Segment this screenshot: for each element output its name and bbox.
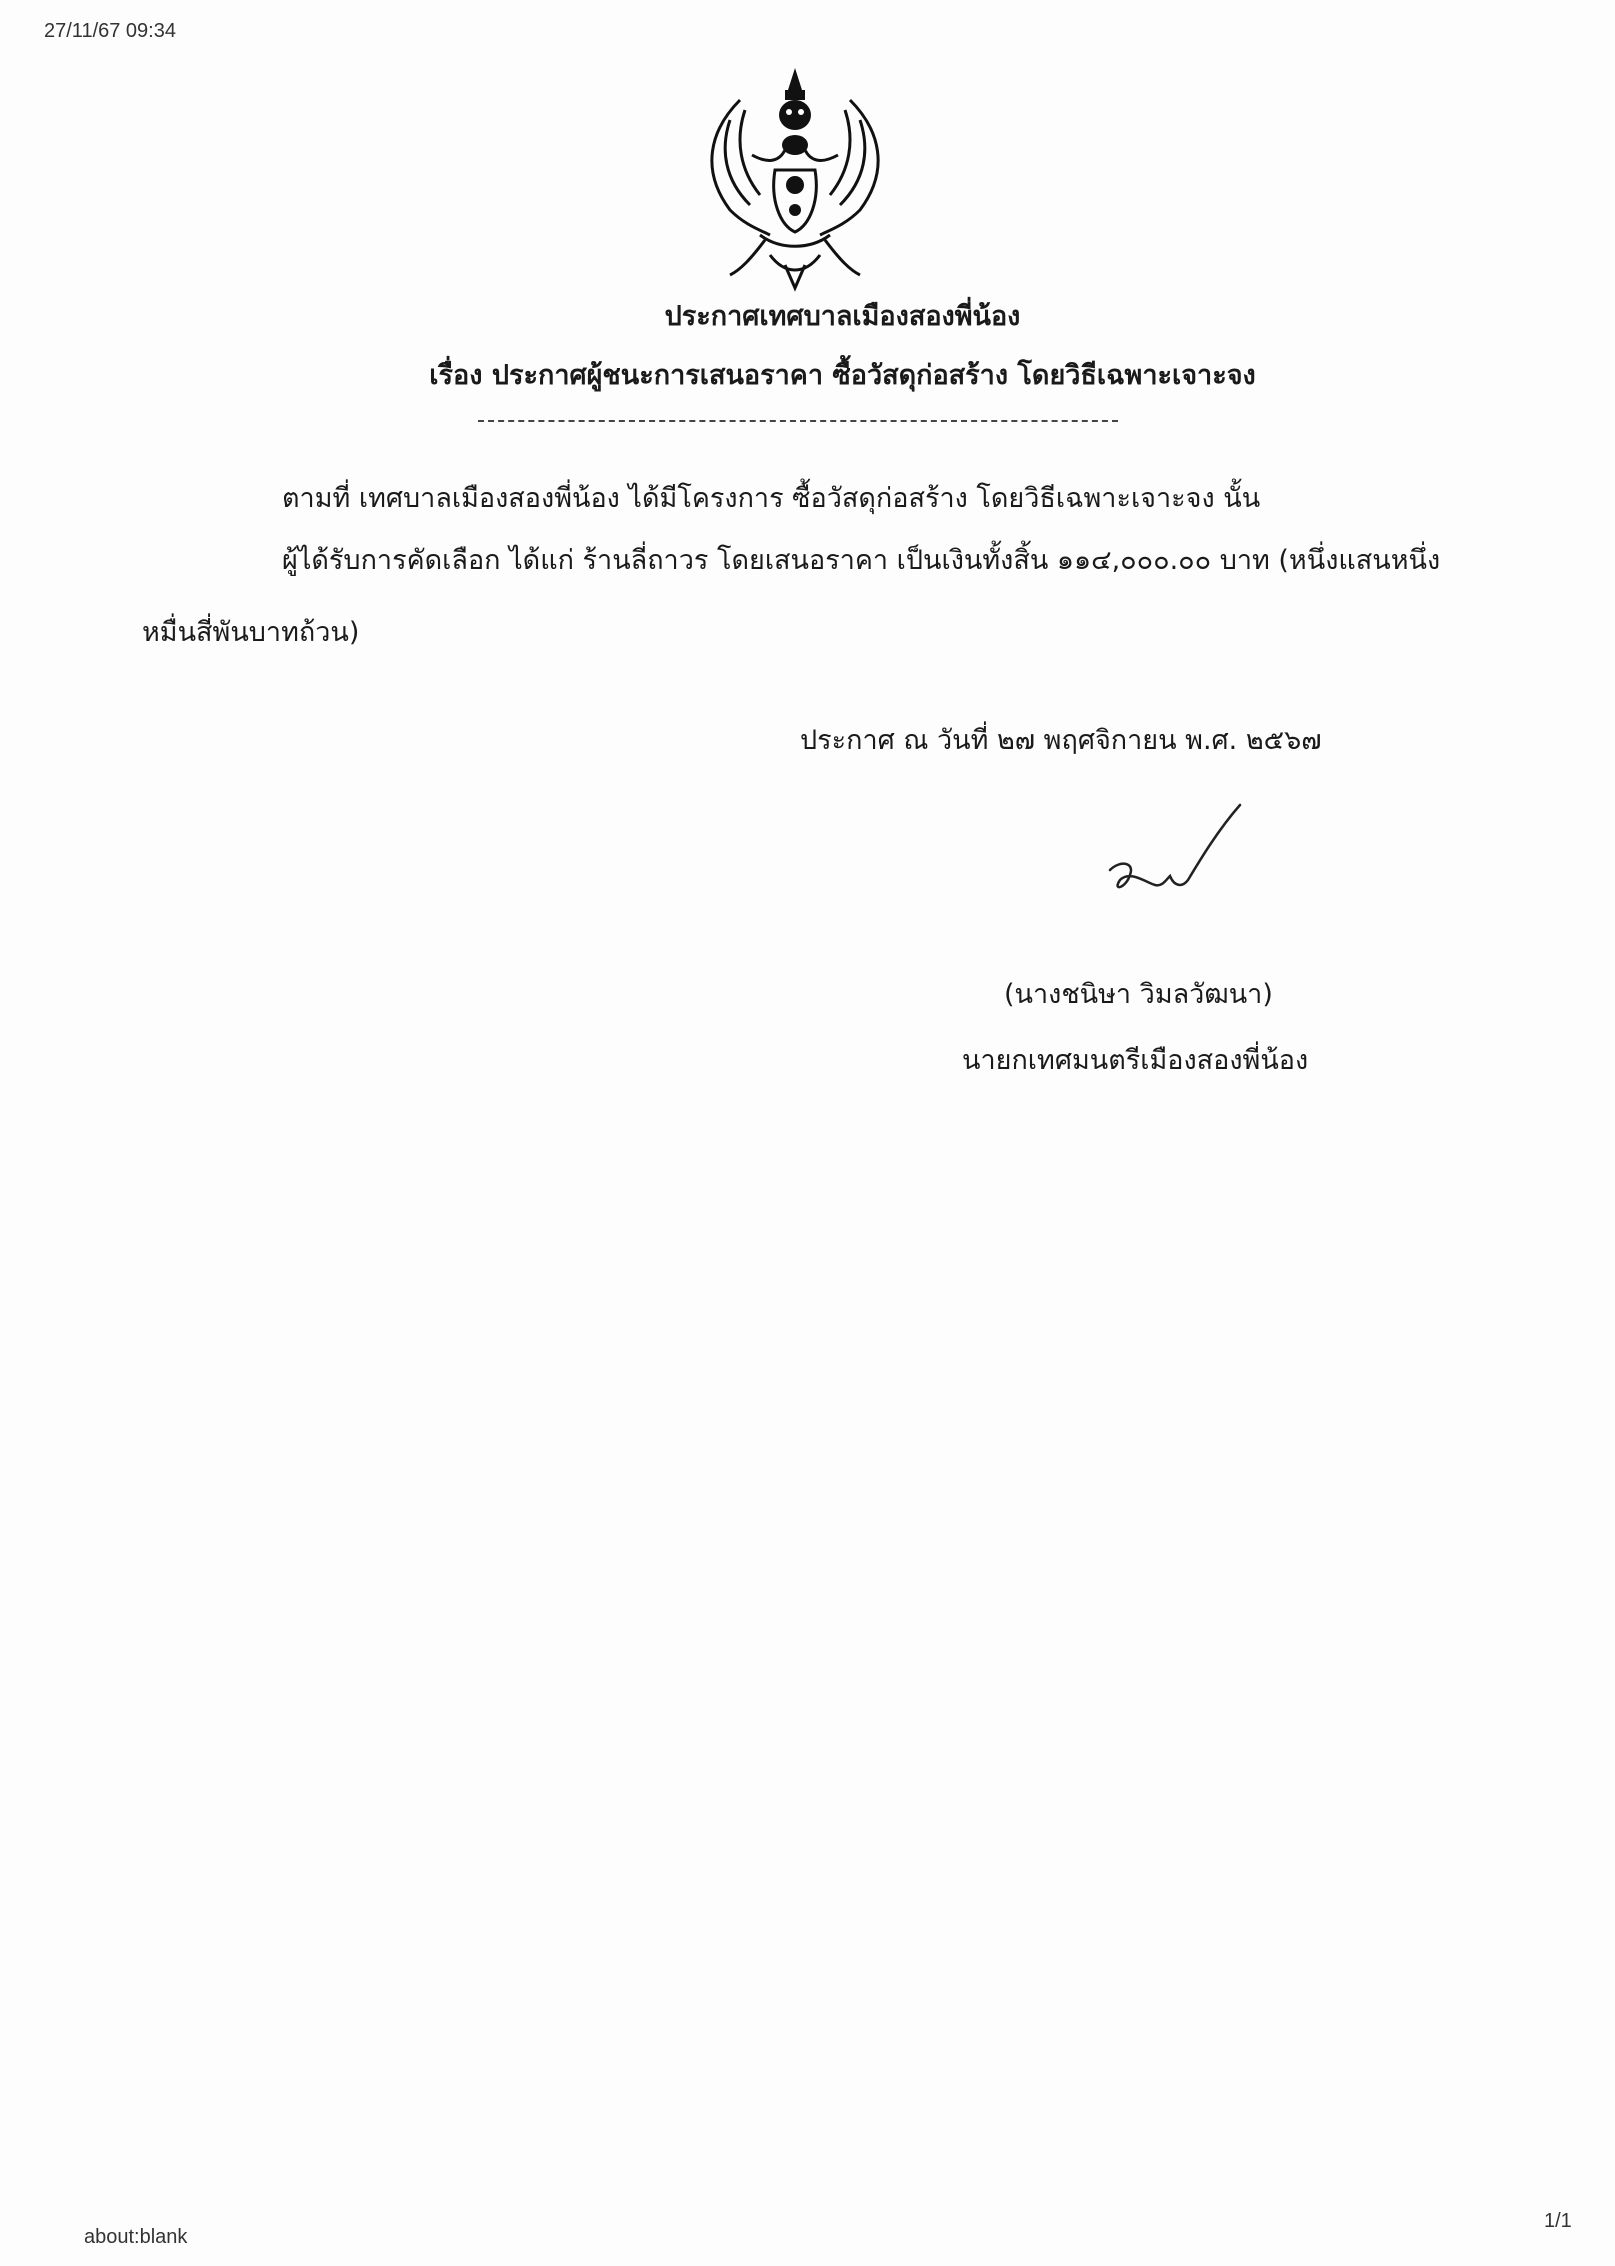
document-title: ประกาศเทศบาลเมืองสองพี่น้อง [664,301,1021,332]
body-paragraph-line2: ผู้ได้รับการคัดเลือก ได้แก่ ร้านลี่ถาวร โดยเสนอราคา เป็นเงินทั้งสิ้น ๑๑๔,๐๐๐.๐๐ บาท (หนึ่งแสนหนึ่ง [282,545,1441,576]
print-page-number: 1/1 [1544,2210,1572,2232]
body-paragraph-line3: หมื่นสี่พันบาทถ้วน) [142,617,360,648]
document-subject: เรื่อง ประกาศผู้ชนะการเสนอราคา ซื้อวัสดุก่อสร้าง โดยวิธีเฉพาะเจาะจง [429,360,1256,391]
separator-line [478,420,1118,422]
handwritten-signature [1100,800,1260,920]
print-datetime: 27/11/67 09:34 [44,20,176,42]
signer-title: นายกเทศมนตรีเมืองสองพี่น้อง [962,1045,1309,1076]
print-url: about:blank [84,2226,188,2248]
garuda-emblem-icon [690,60,900,292]
body-paragraph-line1: ตามที่ เทศบาลเมืองสองพี่น้อง ได้มีโครงการ ซื้อวัสดุก่อสร้าง โดยวิธีเฉพาะเจาะจง นั้น [282,483,1261,514]
announcement-date: ประกาศ ณ วันที่ ๒๗ พฤศจิกายน พ.ศ. ๒๕๖๗ [800,725,1322,756]
signer-name: (นางชนิษา วิมลวัฒนา) [1004,979,1273,1010]
